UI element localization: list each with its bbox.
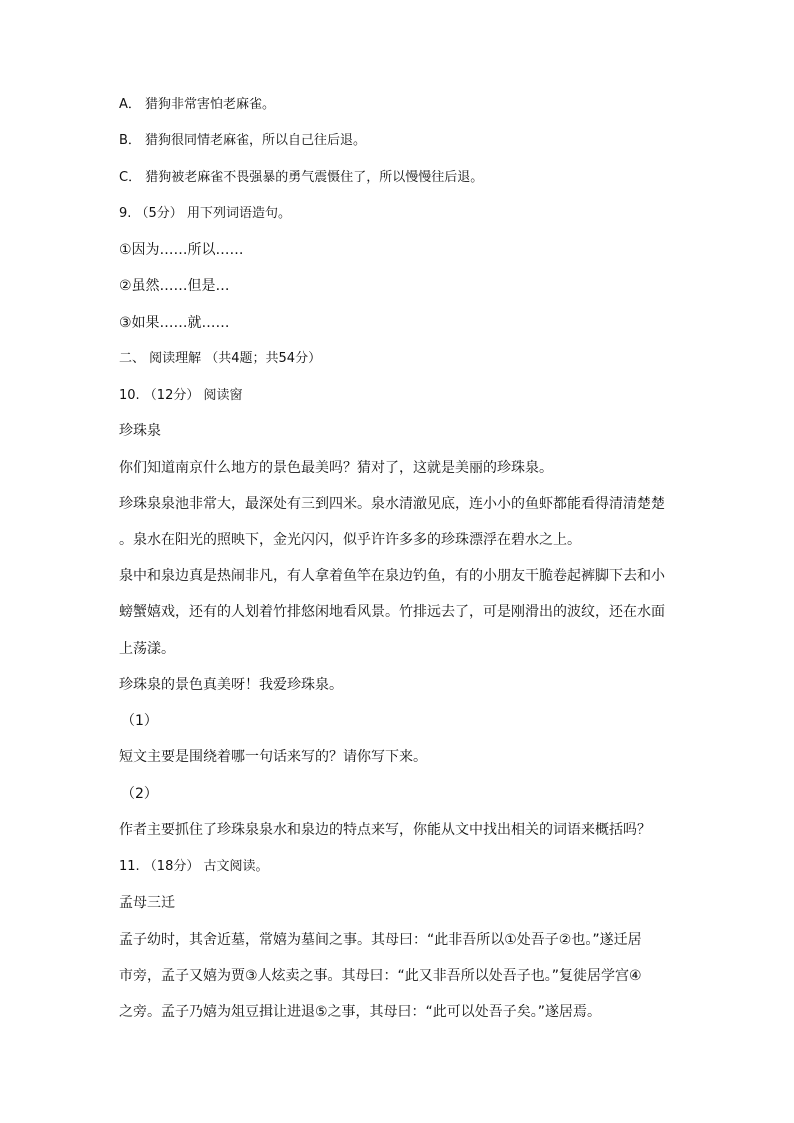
- question-9-item-1: ①因为……所以……: [119, 242, 244, 258]
- option-b: B． 猎狗很同情老麻雀，所以自己往后退。: [119, 133, 367, 148]
- passage-paragraph-3-line-3: 上荡漾。: [119, 641, 175, 657]
- question-9-item-2: ②虽然……但是…: [119, 278, 230, 294]
- passage-paragraph-4: 珍珠泉的景色真美呀！我爱珍珠泉。: [119, 677, 343, 693]
- passage-title: 珍珠泉: [119, 423, 161, 439]
- passage-paragraph-2-line-1: 珍珠泉泉池非常大，最深处有三到四米。泉水清澈见底，连小小的鱼虾都能看得清清楚楚: [119, 496, 665, 512]
- classical-text-title: 孟母三迁: [119, 895, 175, 911]
- question-11-header: 11. （18分） 古文阅读。: [119, 859, 269, 874]
- passage-paragraph-3-line-1: 泉中和泉边真是热闹非凡，有人拿着鱼竿在泉边钓鱼，有的小朋友干脆卷起裤脚下去和小: [119, 568, 665, 584]
- question-9-header: 9. （5分） 用下列词语造句。: [119, 206, 291, 221]
- passage-paragraph-2-line-2: 。泉水在阳光的照映下，金光闪闪，似乎许许多多的珍珠漂浮在碧水之上。: [119, 532, 581, 548]
- passage-paragraph-1: 你们知道南京什么地方的景色最美吗？猜对了，这就是美丽的珍珠泉。: [119, 460, 553, 476]
- section-2-heading: 二、 阅读理解 （共4题；共54分）: [119, 351, 322, 366]
- question-10-header: 10. （12分） 阅读窗: [119, 388, 243, 403]
- option-a: A． 猎狗非常害怕老麻雀。: [119, 97, 276, 112]
- classical-text-line-2: 市旁，孟子又嬉为贾③人炫卖之事。其母曰：“此又非吾所以处吾子也。”复徙居学宫④: [119, 968, 642, 984]
- subquestion-2-number: （2）: [121, 786, 158, 802]
- subquestion-1-number: （1）: [121, 713, 158, 729]
- subquestion-1-text: 短文主要是围绕着哪一句话来写的？请你写下来。: [119, 749, 427, 765]
- subquestion-2-text: 作者主要抓住了珍珠泉泉水和泉边的特点来写，你能从文中找出相关的词语来概括吗？: [119, 822, 651, 838]
- passage-paragraph-3-line-2: 螃蟹嬉戏，还有的人划着竹排悠闲地看风景。竹排远去了，可是刚滑出的波纹，还在水面: [119, 604, 665, 620]
- option-c: C． 猎狗被老麻雀不畏强暴的勇气震慑住了，所以慢慢往后退。: [119, 170, 484, 185]
- classical-text-line-1: 孟子幼时，其舍近墓，常嬉为墓间之事。其母曰：“此非吾所以①处吾子②也。”遂迁居: [119, 932, 642, 948]
- classical-text-line-3: 之旁。孟子乃嬉为俎豆揖让进退⑤之事，其母曰：“此可以处吾子矣。”遂居焉。: [119, 1004, 602, 1020]
- question-9-item-3: ③如果……就……: [119, 315, 230, 331]
